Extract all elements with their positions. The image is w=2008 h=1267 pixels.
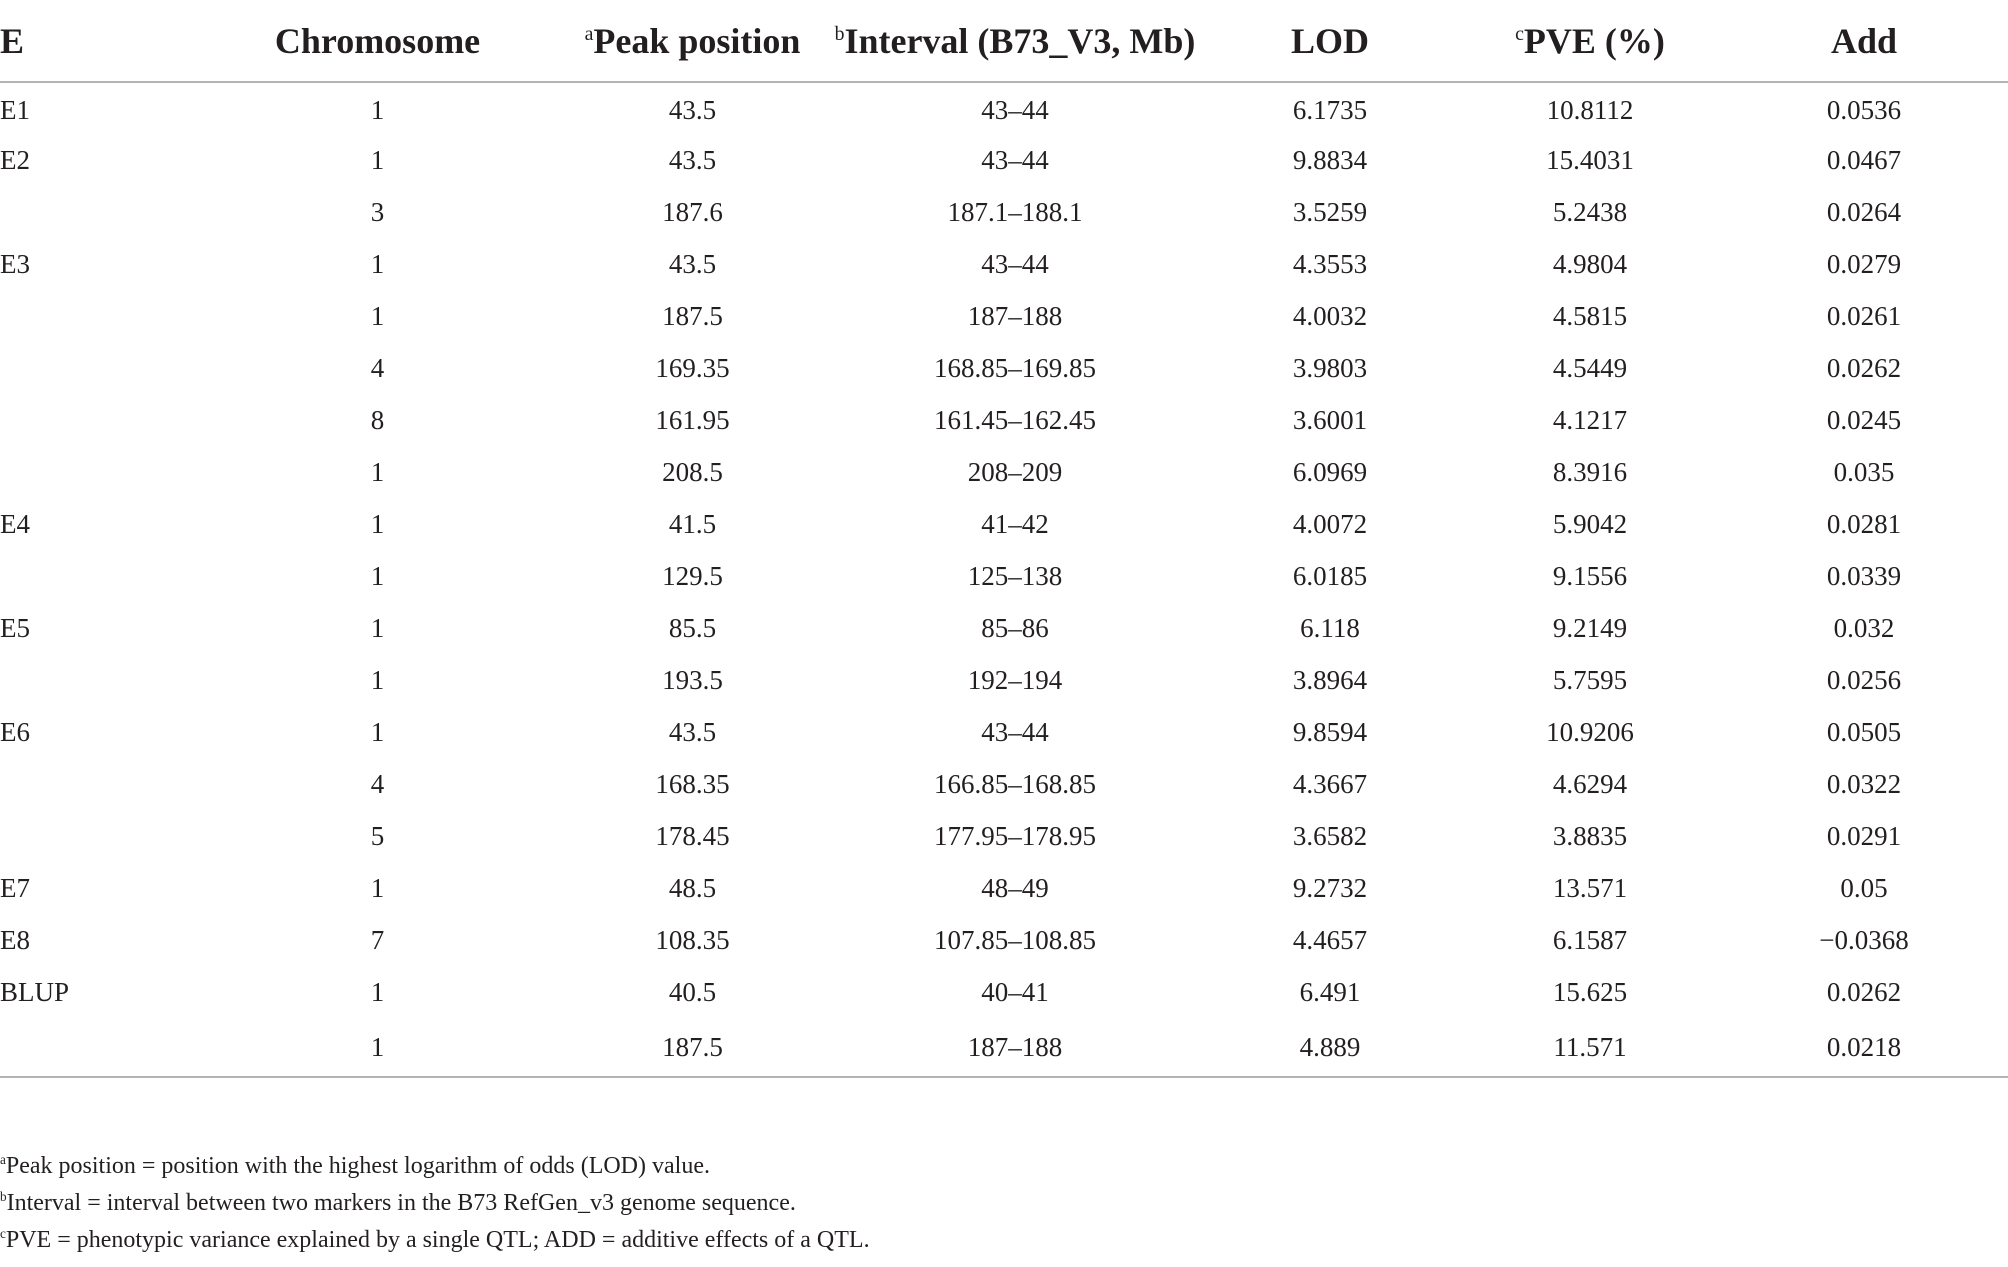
- footnote-text: Interval = interval between two markers in the B73 RefGen_v3 genome sequence.: [6, 1190, 796, 1216]
- cell-e: [0, 654, 200, 706]
- cell-interval: 107.85–108.85: [934, 924, 1096, 955]
- cell-e: BLUP: [0, 976, 70, 1007]
- table-row: [0, 758, 2008, 810]
- footnote-marker: b: [834, 22, 845, 45]
- cell-interval: 48–49: [981, 872, 1049, 903]
- column-header-interval: [830, 0, 1200, 82]
- cell-add: 0.0291: [1826, 820, 1902, 851]
- cell-chromosome: 4: [370, 352, 385, 383]
- cell-lod: 4.0072: [1292, 508, 1368, 539]
- cell-lod: 4.4657: [1292, 924, 1368, 955]
- table-body: [0, 82, 2008, 1077]
- cell-peak-position: 129.5: [662, 560, 723, 591]
- cell-peak-position: 40.5: [668, 976, 717, 1007]
- table-row: [0, 602, 2008, 654]
- column-header-label: Chromosome: [274, 20, 481, 61]
- cell-add: 0.0281: [1826, 508, 1902, 539]
- table-header: [0, 0, 2008, 82]
- cell-chromosome: 1: [370, 872, 385, 903]
- cell-pve: 8.3916: [1552, 456, 1628, 487]
- column-header-add: [1720, 0, 2008, 82]
- cell-peak-position: 43.5: [668, 144, 717, 175]
- cell-lod: 6.491: [1299, 976, 1361, 1007]
- cell-lod: 6.118: [1300, 612, 1360, 643]
- cell-chromosome: 1: [370, 612, 385, 643]
- cell-chromosome: 1: [370, 248, 385, 279]
- cell-add: 0.0256: [1826, 664, 1902, 695]
- cell-interval: 161.45–162.45: [934, 404, 1096, 435]
- cell-lod: 6.0969: [1292, 456, 1368, 487]
- cell-e: [0, 290, 200, 342]
- footnote-text: Peak position = position with the highest logarithm of odds (LOD) value.: [5, 1153, 710, 1179]
- cell-interval: 41–42: [981, 508, 1049, 539]
- footnote-marker: b: [0, 1189, 7, 1204]
- column-header-pve: [1460, 0, 1720, 82]
- cell-e: [0, 810, 200, 862]
- table-row: [0, 134, 2008, 186]
- cell-pve: 15.625: [1552, 976, 1628, 1007]
- cell-lod: 4.889: [1200, 1018, 1460, 1077]
- cell-lod: 6.1735: [1292, 95, 1368, 125]
- cell-lod: 9.8834: [1292, 144, 1368, 175]
- column-header-peak-position: [555, 0, 830, 82]
- cell-pve: 5.9042: [1552, 508, 1628, 539]
- cell-add: 0.032: [1833, 612, 1895, 643]
- cell-e: [0, 394, 200, 446]
- cell-e: [0, 550, 200, 602]
- cell-chromosome: 1: [370, 560, 385, 591]
- cell-add: 0.0467: [1826, 144, 1902, 175]
- table-row: [0, 810, 2008, 862]
- cell-lod: 6.0185: [1292, 560, 1368, 591]
- table-row: [0, 82, 2008, 134]
- column-header-label: Add: [1830, 20, 1898, 61]
- cell-e: [0, 758, 200, 810]
- table-row: [0, 966, 2008, 1018]
- cell-chromosome: 1: [370, 456, 385, 487]
- table-row: [0, 342, 2008, 394]
- cell-pve: 4.6294: [1552, 768, 1628, 799]
- cell-add: 0.0245: [1826, 404, 1902, 435]
- cell-interval: 187–188: [830, 1018, 1200, 1077]
- cell-chromosome: 5: [370, 820, 385, 851]
- cell-chromosome: 3: [370, 196, 385, 227]
- cell-lod: 9.8594: [1292, 716, 1368, 747]
- cell-add: 0.0505: [1826, 716, 1902, 747]
- cell-add: 0.0261: [1826, 300, 1902, 331]
- cell-pve: 5.7595: [1552, 664, 1628, 695]
- cell-e: E5: [0, 612, 30, 643]
- cell-chromosome: 7: [370, 924, 385, 955]
- table-row: [0, 394, 2008, 446]
- cell-chromosome: 1: [370, 508, 385, 539]
- cell-peak-position: 48.5: [668, 872, 717, 903]
- column-header-label: LOD: [1290, 20, 1369, 61]
- cell-interval: 192–194: [967, 664, 1063, 695]
- column-header-label: Peak position: [593, 20, 801, 61]
- cell-e: [0, 342, 200, 394]
- footnotes: [0, 1148, 870, 1259]
- footnote-c: [0, 1222, 870, 1259]
- cell-chromosome: 1: [370, 300, 385, 331]
- column-header-label: E: [0, 20, 25, 61]
- column-header-chromosome: [200, 0, 555, 82]
- cell-chromosome: 1: [200, 1018, 555, 1077]
- cell-interval: 43–44: [981, 144, 1049, 175]
- table-row: [0, 654, 2008, 706]
- cell-pve: 4.5815: [1552, 300, 1628, 331]
- cell-peak-position: 187.5: [662, 300, 723, 331]
- cell-e: E2: [0, 144, 30, 175]
- cell-interval: 125–138: [967, 560, 1063, 591]
- cell-e: E6: [0, 716, 30, 747]
- table-row: [0, 914, 2008, 966]
- cell-peak-position: 178.45: [655, 820, 730, 851]
- table-row: [0, 446, 2008, 498]
- cell-chromosome: 8: [370, 404, 385, 435]
- cell-e: E8: [0, 924, 30, 955]
- column-header-e: [0, 0, 200, 82]
- cell-interval: 168.85–169.85: [934, 352, 1096, 383]
- cell-peak-position: 193.5: [662, 664, 723, 695]
- cell-add: 0.0536: [1826, 95, 1902, 125]
- cell-add: −0.0368: [1819, 924, 1909, 955]
- cell-e: [0, 1018, 200, 1077]
- cell-chromosome: 1: [370, 976, 385, 1007]
- cell-pve: 13.571: [1552, 872, 1628, 903]
- cell-lod: 3.5259: [1292, 196, 1368, 227]
- cell-peak-position: 187.5: [555, 1018, 830, 1077]
- cell-peak-position: 168.35: [655, 768, 730, 799]
- cell-interval: 208–209: [967, 456, 1063, 487]
- cell-lod: 4.3553: [1292, 248, 1368, 279]
- column-header-lod: [1200, 0, 1460, 82]
- footnote-marker: a: [0, 1152, 6, 1167]
- cell-interval: 43–44: [981, 95, 1049, 125]
- footnote-a: [0, 1148, 870, 1185]
- cell-lod: 9.2732: [1292, 872, 1368, 903]
- cell-e: [0, 446, 200, 498]
- cell-chromosome: 1: [370, 144, 385, 175]
- cell-pve: 3.8835: [1552, 820, 1628, 851]
- column-header-label: Interval (B73_V3, Mb): [844, 20, 1196, 61]
- cell-interval: 187.1–188.1: [947, 196, 1083, 227]
- cell-e: E7: [0, 872, 30, 903]
- cell-pve: 10.9206: [1546, 716, 1634, 747]
- cell-peak-position: 43.5: [668, 716, 717, 747]
- cell-pve: 11.571: [1460, 1018, 1720, 1077]
- cell-lod: 4.0032: [1292, 300, 1368, 331]
- footnote-marker: c: [0, 1226, 6, 1241]
- column-header-label: PVE (%): [1523, 20, 1665, 61]
- footnote-marker: c: [1515, 22, 1524, 45]
- cell-chromosome: 1: [370, 95, 385, 125]
- cell-add: 0.0322: [1826, 768, 1902, 799]
- footnote-marker: a: [584, 22, 594, 45]
- table-row: [0, 550, 2008, 602]
- cell-chromosome: 1: [370, 716, 385, 747]
- cell-interval: 85–86: [981, 612, 1049, 643]
- cell-e: [0, 186, 200, 238]
- cell-lod: 4.3667: [1292, 768, 1368, 799]
- cell-add: 0.0339: [1826, 560, 1902, 591]
- cell-e: E4: [0, 508, 30, 539]
- cell-peak-position: 161.95: [655, 404, 730, 435]
- cell-interval: 166.85–168.85: [934, 768, 1096, 799]
- table-row: [0, 498, 2008, 550]
- cell-e: E1: [0, 95, 30, 125]
- cell-pve: 4.5449: [1552, 352, 1628, 383]
- cell-pve: 9.2149: [1552, 612, 1628, 643]
- cell-pve: 5.2438: [1552, 196, 1628, 227]
- cell-add: 0.035: [1833, 456, 1895, 487]
- table-row: [0, 238, 2008, 290]
- cell-lod: 3.6001: [1292, 404, 1368, 435]
- header-row: [0, 0, 2008, 82]
- table-row: [0, 706, 2008, 758]
- cell-interval: 43–44: [981, 716, 1049, 747]
- cell-pve: 15.4031: [1546, 144, 1634, 175]
- cell-add: 0.0262: [1826, 352, 1902, 383]
- table-row: [0, 290, 2008, 342]
- cell-lod: 3.6582: [1292, 820, 1368, 851]
- table-row: [0, 186, 2008, 238]
- cell-chromosome: 4: [370, 768, 385, 799]
- cell-peak-position: 208.5: [662, 456, 723, 487]
- cell-interval: 40–41: [981, 976, 1049, 1007]
- table-row: [0, 1018, 2008, 1077]
- cell-pve: 4.9804: [1552, 248, 1628, 279]
- cell-interval: 43–44: [981, 248, 1049, 279]
- cell-add: 0.0262: [1826, 976, 1902, 1007]
- cell-pve: 9.1556: [1552, 560, 1628, 591]
- table-row: [0, 862, 2008, 914]
- footnote-b: [0, 1185, 870, 1222]
- cell-chromosome: 1: [370, 664, 385, 695]
- cell-pve: 6.1587: [1552, 924, 1628, 955]
- cell-pve: 10.8112: [1546, 95, 1634, 125]
- footnote-text: PVE = phenotypic variance explained by a single QTL; ADD = additive effects of a QTL.: [5, 1227, 870, 1253]
- cell-interval: 177.95–178.95: [934, 820, 1096, 851]
- cell-e: E3: [0, 248, 30, 279]
- cell-pve: 4.1217: [1552, 404, 1628, 435]
- cell-peak-position: 43.5: [668, 95, 717, 125]
- cell-add: 0.0218: [1720, 1018, 2008, 1077]
- cell-peak-position: 169.35: [655, 352, 730, 383]
- cell-lod: 3.9803: [1292, 352, 1368, 383]
- cell-add: 0.05: [1840, 872, 1888, 903]
- cell-peak-position: 187.6: [662, 196, 723, 227]
- cell-peak-position: 85.5: [668, 612, 717, 643]
- cell-peak-position: 108.35: [655, 924, 730, 955]
- cell-lod: 3.8964: [1292, 664, 1368, 695]
- cell-add: 0.0279: [1826, 248, 1902, 279]
- cell-peak-position: 41.5: [668, 508, 717, 539]
- cell-add: 0.0264: [1826, 196, 1902, 227]
- cell-interval: 187–188: [967, 300, 1063, 331]
- cell-peak-position: 43.5: [668, 248, 717, 279]
